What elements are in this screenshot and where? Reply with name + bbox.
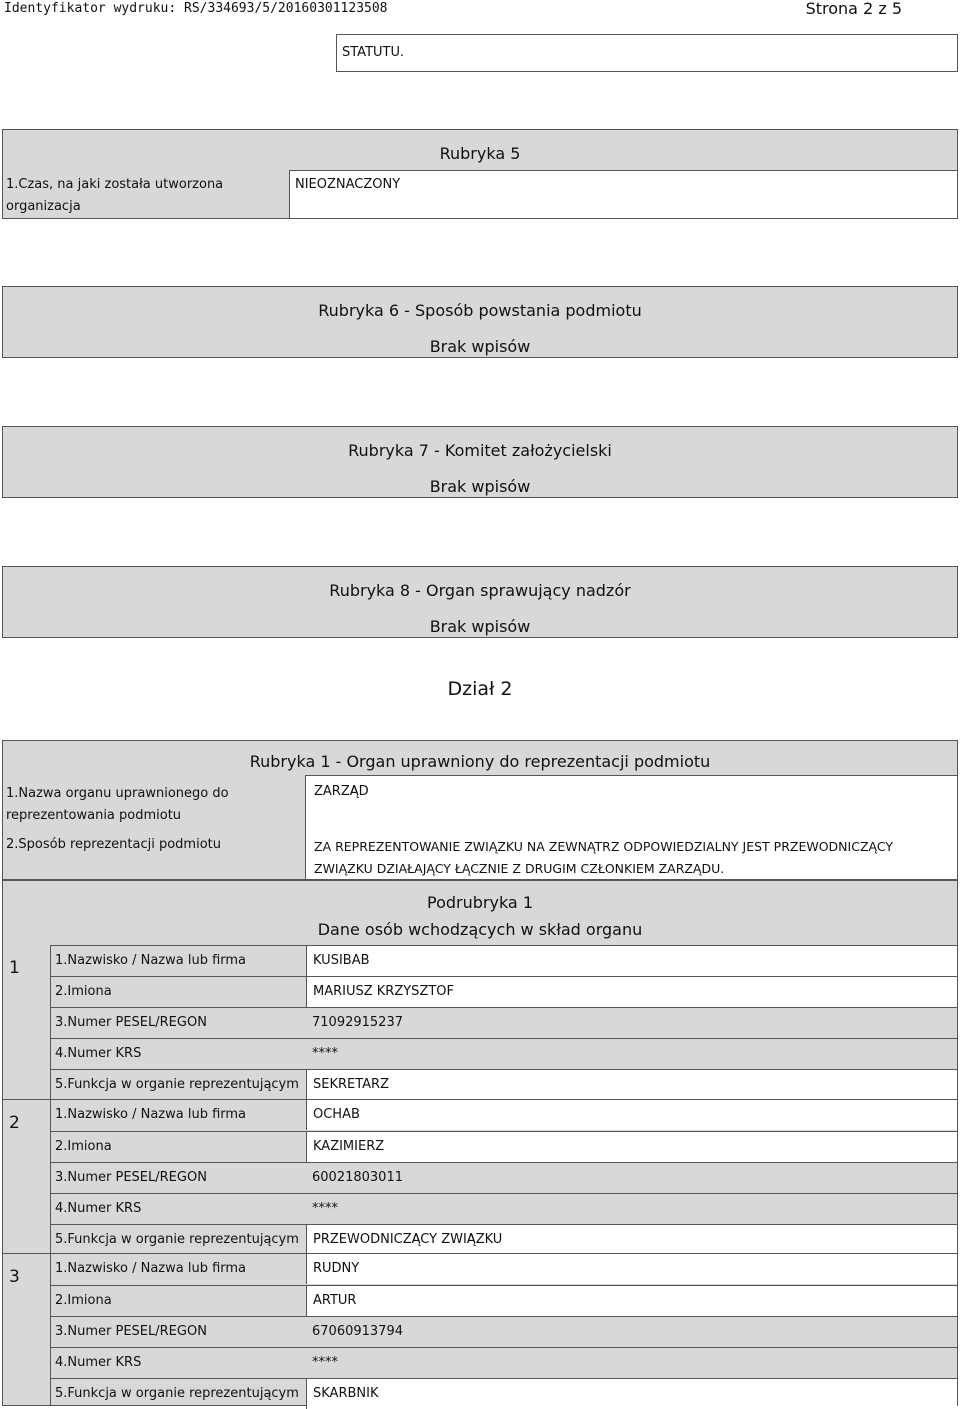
print-identifier: Identyfikator wydruku: RS/334693/5/20160301123508 [4, 1, 388, 16]
person-entry [3, 1253, 957, 1405]
organ-name-label: 1.Nazwa organu uprawnionego do reprezentowania podmiotu [6, 786, 229, 823]
person-fields [50, 945, 957, 1099]
pesel-value: 71092915237 [312, 1015, 403, 1030]
function-label: 5.Funkcja w organie reprezentującym [55, 1232, 299, 1247]
representation-method-label: 2.Sposób reprezentacji podmiotu [6, 837, 221, 852]
organ-name-value: ZARZĄD [314, 784, 369, 799]
rubryka-7-title: Rubryka 7 - Komitet założycielski [348, 441, 612, 460]
representation-method-cell [305, 827, 957, 879]
duration-value-cell [289, 170, 957, 218]
name-value: KUSIBAB [306, 946, 957, 976]
duration-label: 1.Czas, na jaki została utworzona organizacja [6, 177, 224, 214]
person-number: 1 [9, 958, 20, 978]
first-names-label: 2.Imiona [55, 984, 112, 999]
function-value: SEKRETARZ [306, 1070, 957, 1100]
podrubryka-1-section [2, 880, 958, 1406]
field-row-pesel [51, 1316, 957, 1347]
person-number: 3 [9, 1267, 20, 1287]
rubryka-5-section [2, 129, 958, 219]
krs-value: **** [312, 1201, 338, 1216]
field-row-krs [51, 1347, 957, 1378]
field-row-krs [51, 1193, 957, 1224]
rubryka-6-title: Rubryka 6 - Sposób powstania podmiotu [318, 301, 642, 320]
first-names-value: KAZIMIERZ [306, 1132, 957, 1162]
rubryka-8-title: Rubryka 8 - Organ sprawujący nadzór [329, 581, 631, 600]
field-row-krs [51, 1038, 957, 1069]
first-names-value: MARIUSZ KRZYSZTOF [306, 977, 957, 1007]
rubryka-1-section [2, 740, 958, 880]
rubryka-7-empty: Brak wpisów [429, 477, 531, 496]
pesel-label: 3.Numer PESEL/REGON [55, 1015, 207, 1030]
podrubryka-title: Podrubryka 1 [427, 893, 533, 912]
field-row-name [51, 945, 957, 976]
person-number: 2 [9, 1113, 20, 1133]
pesel-label: 3.Numer PESEL/REGON [55, 1170, 207, 1185]
organ-name-cell [305, 775, 957, 827]
statute-continuation-box [336, 34, 958, 72]
rubryka-8-empty: Brak wpisów [429, 617, 531, 636]
name-value: OCHAB [306, 1100, 957, 1130]
duration-value: NIEOZNACZONY [295, 177, 401, 192]
krs-label: 4.Numer KRS [55, 1201, 142, 1216]
field-row-first-names [51, 1131, 957, 1162]
person-entry [3, 1099, 957, 1253]
rubryka-5-title: Rubryka 5 [439, 144, 521, 163]
function-label: 5.Funkcja w organie reprezentującym [55, 1077, 299, 1092]
krs-value: **** [312, 1046, 338, 1061]
rubryka-8-section [2, 566, 958, 638]
field-row-function [51, 1069, 957, 1099]
rubryka-6-section [2, 286, 958, 358]
rubryka-1-title: Rubryka 1 - Organ uprawniony do reprezentacji podmiotu [249, 752, 711, 771]
name-value: RUDNY [306, 1254, 957, 1284]
field-row-first-names [51, 1285, 957, 1316]
first-names-value: ARTUR [306, 1286, 957, 1316]
person-entry [3, 945, 957, 1099]
section-heading-dzial-2: Dział 2 [447, 678, 513, 700]
pesel-value: 60021803011 [312, 1170, 403, 1185]
name-label: 1.Nazwisko / Nazwa lub firma [55, 1261, 247, 1276]
first-names-label: 2.Imiona [55, 1293, 112, 1308]
rubryka-6-empty: Brak wpisów [429, 337, 531, 356]
podrubryka-subtitle: Dane osób wchodzących w skład organu [317, 920, 643, 939]
field-row-first-names [51, 976, 957, 1007]
representation-method-value: ZA REPREZENTOWANIE ZWIĄZKU NA ZEWNĄTRZ ODPOWIEDZIALNY JEST PRZEWODNICZĄCY ZWIĄZKU DZIAŁAJĄCY ŁĄCZNIE Z DRUGIM CZŁONKIEM ZARZĄDU. [314, 839, 893, 876]
field-row-name [51, 1100, 957, 1131]
field-row-pesel [51, 1007, 957, 1038]
krs-value: **** [312, 1355, 338, 1370]
statute-text: STATUTU. [342, 45, 405, 60]
first-names-label: 2.Imiona [55, 1139, 112, 1154]
field-row-function [51, 1224, 957, 1253]
person-fields [50, 1254, 957, 1406]
field-row-name [51, 1254, 957, 1285]
pesel-value: 67060913794 [312, 1324, 403, 1339]
name-label: 1.Nazwisko / Nazwa lub firma [55, 1107, 247, 1122]
person-fields [50, 1100, 957, 1253]
krs-label: 4.Numer KRS [55, 1355, 142, 1370]
function-value: PRZEWODNICZĄCY ZWIĄZKU [306, 1225, 957, 1255]
page-number: Strona 2 z 5 [805, 0, 902, 18]
field-row-pesel [51, 1162, 957, 1193]
function-label: 5.Funkcja w organie reprezentującym [55, 1386, 299, 1401]
pesel-label: 3.Numer PESEL/REGON [55, 1324, 207, 1339]
name-label: 1.Nazwisko / Nazwa lub firma [55, 953, 247, 968]
field-row-function [51, 1378, 957, 1406]
rubryka-7-section [2, 426, 958, 498]
krs-label: 4.Numer KRS [55, 1046, 142, 1061]
function-value: SKARBNIK [306, 1379, 957, 1409]
